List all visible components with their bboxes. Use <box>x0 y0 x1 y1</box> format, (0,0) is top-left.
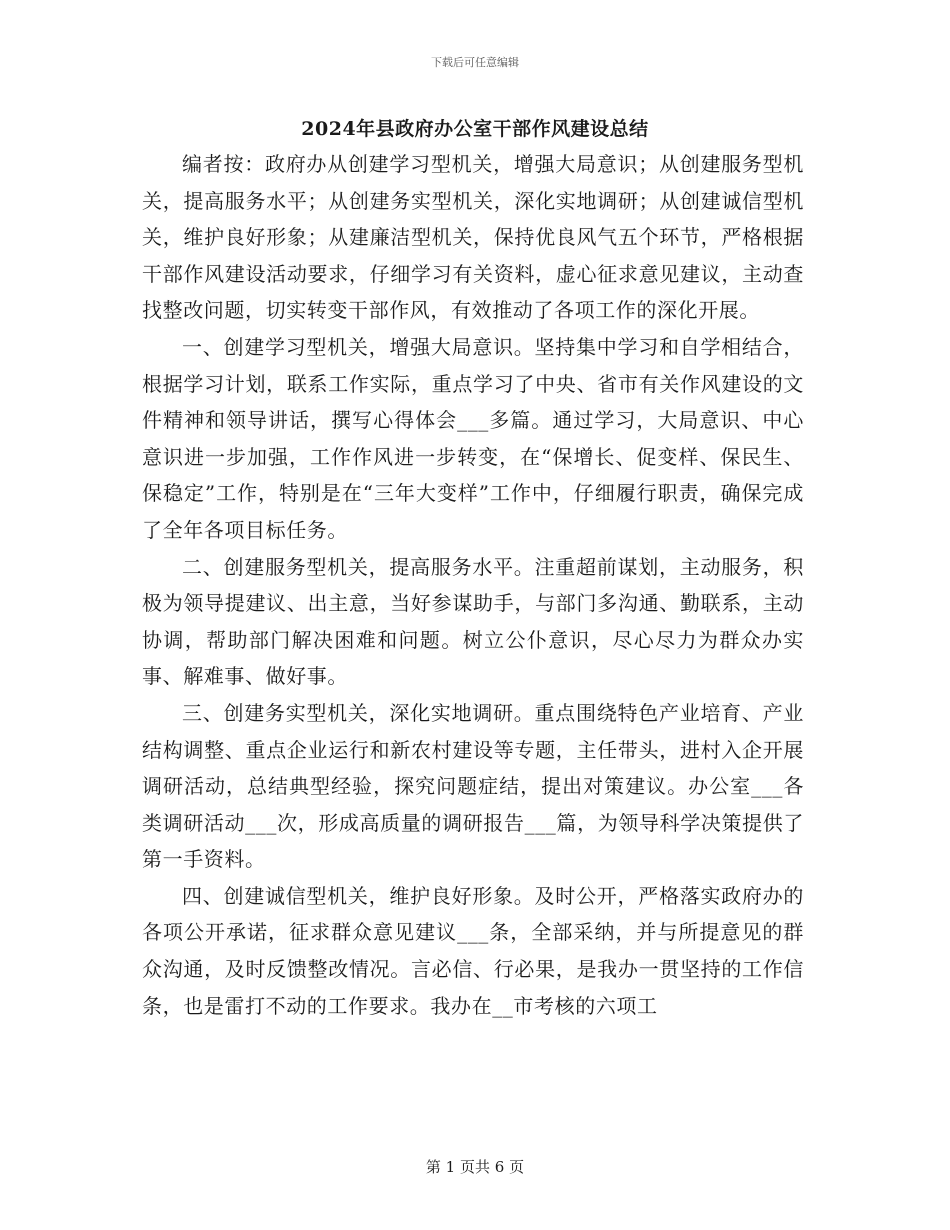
header-note: 下载后可任意编辑 <box>431 56 519 69</box>
document-body <box>142 146 804 1024</box>
paragraph-section-4: 四、创建诚信型机关，维护良好形象。及时公开，严格落实政府办的各项公开承诺，征求群众意见建议___条，全部采纳，并与所提意见的群众沟通，及时反馈整改情况。言必信、行必果，是我办一贯坚持的工作信条，也是雷打不动的工作要求。我办在__市考核的六项工 <box>142 883 804 1018</box>
paragraph-editor-note: 编者按：政府办从创建学习型机关，增强大局意识；从创建服务型机关，提高服务水平；从创建务实型机关，深化实地调研；从创建诚信型机关，维护良好形象；从建廉洁型机关，保持优良风气五个环节，严格根据干部作风建设活动要求，仔细学习有关资料，虚心征求意见建议，主动查找整改问题，切实转变干部作风，有效推动了各项工作的深化开展。 <box>142 152 804 323</box>
page-footer: 第 1 页共 6 页 <box>425 1158 525 1176</box>
document-title: 2024年县政府办公室干部作风建设总结 <box>301 118 649 140</box>
paragraph-section-1: 一、创建学习型机关，增强大局意识。坚持集中学习和自学相结合，根据学习计划，联系工作实际，重点学习了中央、省市有关作风建设的文件精神和领导讲话，撰写心得体会___多篇。通过学习，大局意识、中心意识进一步加强，工作作风进一步转变，在“保增长、促变样、保民生、保稳定”工作，特别是在“三年大变样”工作中，仔细履行职责，确保完成了全年各项目标任务。 <box>142 334 804 542</box>
paragraph-section-2: 二、创建服务型机关，提高服务水平。注重超前谋划，主动服务，积极为领导提建议、出主意，当好参谋助手，与部门多沟通、勤联系，主动协调，帮助部门解决困难和问题。树立公仆意识，尽心尽力为群众办实事、解难事、做好事。 <box>142 554 804 689</box>
paragraph-section-3: 三、创建务实型机关，深化实地调研。重点围绕特色产业培育、产业结构调整、重点企业运行和新农村建设等专题，主任带头，进村入企开展调研活动，总结典型经验，探究问题症结，提出对策建议。办公室___各类调研活动___次，形成高质量的调研报告___篇，为领导科学决策提供了第一手资料。 <box>142 700 804 872</box>
